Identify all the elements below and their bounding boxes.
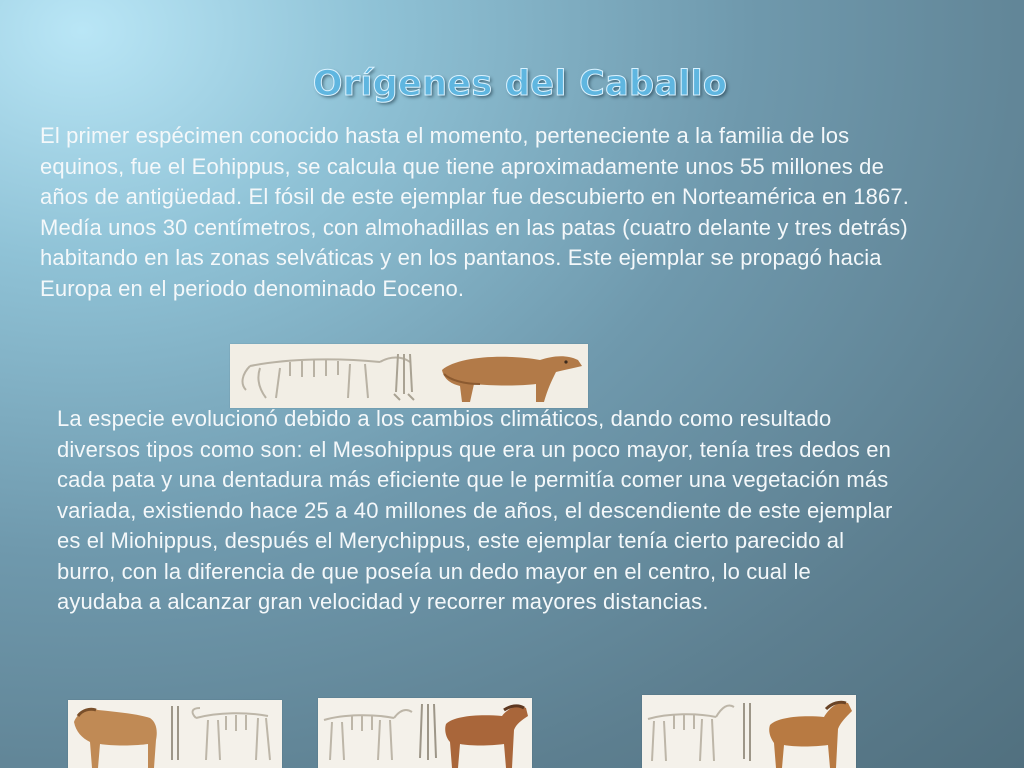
paragraph-evolution: La especie evolucionó debido a los cambios climáticos, dando como resultado diversos tipos como son: el Mesohippus que era un poco mayor, tenía tres dedos en cada pata y una dentadura más eficiente que le permitía comer una vegetación más variada, existiendo hace 25 a 40 millones de años, el descendiente de este ejemplar es el Miohippus, después el Merychippus, este ejemplar tenía cierto parecido al burro, con la diferencia de que poseía un dedo mayor en el centro, lo cual le ayudaba a alcanzar gran velocidad y recorrer mayores distancias. xyxy=(57,406,893,614)
slide-title: Orígenes del Caballo xyxy=(312,64,728,104)
skeleton-and-horse-image xyxy=(318,698,532,768)
eohippus-skeleton-and-reconstruction-image xyxy=(230,344,588,408)
paragraph-eohippus: El primer espécimen conocido hasta el momento, perteneciente a la familia de los equinos, fue el Eohippus, se calcula que tiene aproximadamente unos 55 millones de años de antigüedad. El fósil de este ejemplar fue descubierto en Norteamérica en 1867. Medía unos 30 centímetros, con almohadillas en las patas (cuatro delante y tres detrás) habitando en las zonas selváticas y en los pantanos. Este ejemplar se propagó hacia Europa en el periodo denominado Eoceno. xyxy=(40,123,909,301)
horse-and-skeleton-image xyxy=(68,700,282,768)
skeleton-and-horse-image xyxy=(642,695,856,768)
